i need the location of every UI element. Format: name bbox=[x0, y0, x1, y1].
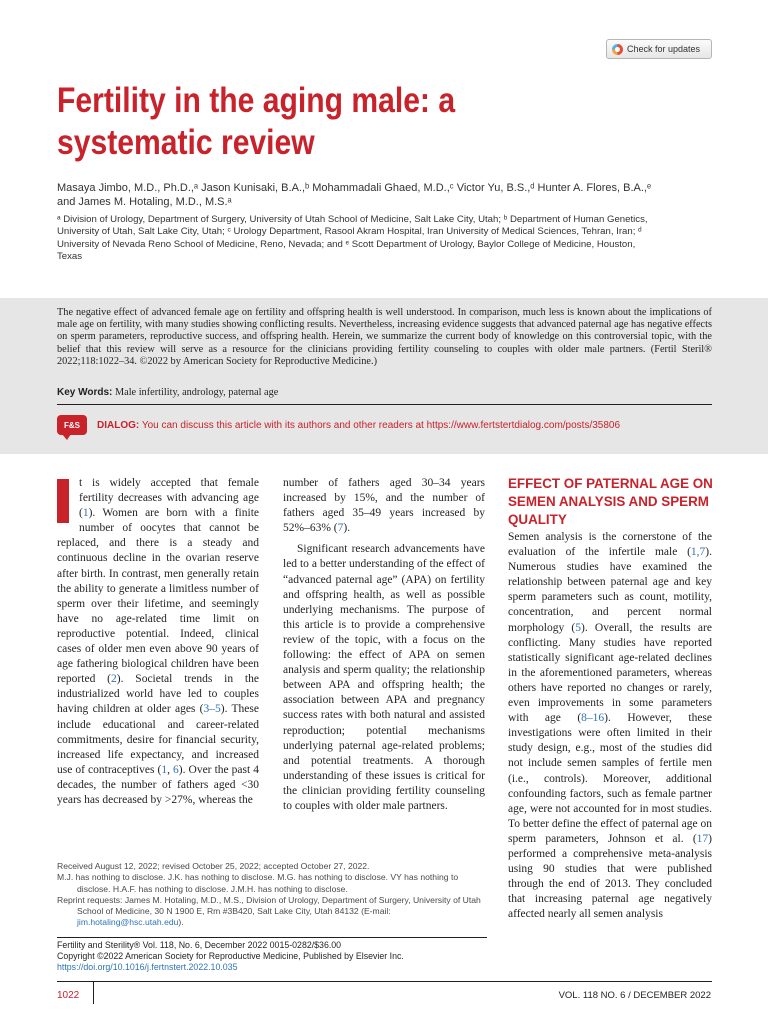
reference-link[interactable]: 8–16 bbox=[581, 712, 605, 725]
check-for-updates-label: Check for updates bbox=[627, 44, 701, 54]
reference-link[interactable]: 6 bbox=[173, 763, 179, 776]
paragraph: number of fathers aged 30–34 years increased by 15%, and the number of fathers aged 35–49 years increased by 52%–63% (7). bbox=[283, 477, 485, 535]
body-column-2 bbox=[283, 476, 485, 814]
article-title: Fertility in the aging male: a systematic review bbox=[57, 81, 456, 162]
doi-link[interactable]: https://doi.org/10.1016/j.fertnstert.2022.10.035 bbox=[57, 962, 238, 972]
keywords bbox=[57, 387, 712, 399]
reference-link[interactable]: 1 bbox=[82, 507, 89, 520]
reference-link[interactable]: 1 bbox=[161, 763, 168, 776]
dialog-link[interactable] bbox=[97, 420, 620, 431]
speech-bubble-icon: F&S bbox=[57, 415, 87, 435]
page-number: 1022 bbox=[57, 990, 80, 1001]
reference-link[interactable]: 3–5 bbox=[203, 703, 221, 716]
divider bbox=[57, 404, 712, 405]
intro-paragraph: t is widely accepted that female fertility decreases with advancing age (1). Women are born with a finite number of oocytes that cannot be replaced, and there is a steady and continuous decline in the ovarian reserve after birth. In contrast, men generally retain the ability to generate a limitless number of sperm over their lifetime, and seemingly have no age-related time limit on reproductive potential. Indeed, clinical cases of older men even above 90 years of age fathering biological children have been reported (2). Societal trends in the industrialized world have led to couples having children at older ages (3–5). These include educational and career-related commitments, desire for financial security, increased life expectancy, and increased use of contraceptives (1, 6). Over the past 4 decades, the number of fathers aged <30 years has decreased by >27%, whereas the bbox=[57, 477, 260, 806]
copyright: Copyright ©2022 American Society for Reproductive Medicine, Published by Elsevier Inc. bbox=[57, 951, 404, 961]
reference-link[interactable]: 17 bbox=[696, 832, 709, 845]
divider bbox=[57, 937, 487, 938]
reference-link[interactable]: 5 bbox=[575, 621, 581, 634]
drop-cap-i bbox=[57, 479, 69, 523]
dialog-banner[interactable] bbox=[57, 414, 712, 436]
author-list: Masaya Jimbo, M.D., Ph.D.,ᵃ Jason Kunisaki, B.A.,ᵇ Mohammadali Ghaed, M.D.,ᶜ Victor Yu, B.S.,ᵈ Hunter A. Flores, B.A.,ᵉ and James M. Hotaling, M.D., M.S.ᵃ bbox=[57, 182, 652, 208]
abstract-text: The negative effect of advanced female age on fertility and offspring health is well understood. In comparison, much less is known about the implications of male age on fertility, with many studies showing conflicting results. Nevertheless, increasing evidence suggests that advanced paternal age has negative effects on sperm parameters, reproductive success, and offspring health. Herein, we summarize the current body of knowledge on this controversial topic, with the belief that this review will serve as a resource for the clinicians providing fertility counseling to couples with older male partners. (Fertil Steril® 2022;118:1022–34. ©2022 by American Society for Reproductive Medicine.) bbox=[57, 307, 712, 367]
check-for-updates-button[interactable] bbox=[606, 39, 712, 59]
affiliations: ᵃ Division of Urology, Department of Surgery, University of Utah School of Medicine, Salt Lake City, Utah; ᵇ Department of Human Genetics, University of Utah, Salt Lake City, Utah; ᶜ Urology Department, Rasool Akram Hospital, Iran University of Medical Sciences, Tehran, Iran; ᵈ University of Nevada Reno School of Medicine, Reno, Nevada; and ᵉ Scott Department of Urology, Baylor College of Medicine, Houston, Texas bbox=[57, 214, 648, 262]
reference-link[interactable]: 7 bbox=[337, 522, 344, 535]
divider bbox=[57, 981, 712, 982]
body-column-1 bbox=[57, 476, 259, 808]
paragraph: Significant research advancements have led to a better understanding of the effect of “advanced paternal age” (APA) on fertility and offspring health, as well as possible underlying mechanisms. The purpose of this article is to provide a comprehensive review of the topic, with a focus on the following: the effect of APA on semen analysis and sperm quality; the relationship between APA and offspring health; the association between APA and pregnancy success rates with both natural and assisted reproduction; potential mechanisms underlying paternal age-related problems; and potential treatments. A thorough understanding of these issues is critical for the clinician providing fertility counseling to couples with older male partners. bbox=[283, 543, 485, 812]
email-link[interactable]: jim.hotaling@hsc.utah.edu bbox=[77, 917, 179, 928]
journal-info bbox=[57, 940, 487, 973]
divider bbox=[93, 982, 94, 1004]
crossmark-icon bbox=[612, 44, 623, 55]
received-dates: Received August 12, 2022; revised October 25, 2022; accepted October 27, 2022. bbox=[57, 861, 370, 871]
footnotes bbox=[57, 861, 487, 929]
body-column-3 bbox=[508, 530, 712, 922]
reference-link[interactable]: 1,7 bbox=[690, 546, 706, 559]
reference-link[interactable]: 2 bbox=[111, 673, 117, 686]
volume-info: VOL. 118 NO. 6 / DECEMBER 2022 bbox=[558, 990, 711, 1001]
journal-citation: Fertility and Sterility® Vol. 118, No. 6, December 2022 0015-0282/$36.00 bbox=[57, 940, 342, 950]
section-heading: EFFECT OF PATERNAL AGE ON SEMEN ANALYSIS AND SPERM QUALITY bbox=[508, 476, 713, 527]
keywords-label: Key Words: bbox=[57, 387, 113, 398]
dialog-text: You can discuss this article with its authors and other readers at https://www.fertstertdialog.com/posts/35806 bbox=[141, 419, 621, 431]
reprint-requests: Reprint requests: James M. Hotaling, M.D., M.S., Division of Urology, Department of Surgery, University of Utah School of Medicine, 30 N 1900 E, Rm #3B420, Salt Lake City, Utah 84132 (E-mail: jim.hotaling@hsc.utah.edu). bbox=[57, 894, 481, 928]
disclosures: M.J. has nothing to disclose. J.K. has nothing to disclose. M.G. has nothing to disclose. VY has nothing to disclose. H.A.F. has nothing to disclose. J.M.H. has nothing to disclose. bbox=[57, 872, 459, 894]
paragraph: Semen analysis is the cornerstone of the evaluation of the infertile male (1,7). Numerous studies have examined the relationship between paternal age and key sperm parameters such as count, motility, concentration, and percent normal morphology (5). Overall, the results are conflicting. Many studies have reported statistically significant age-related declines in the aforementioned parameters, whereas others have reported no changes or rarely, even improvements in some parameters with age (8–16). However, these investigations were often limited in their study design, e.g., most of the studies did not include semen samples of fertile men (i.e., controls). Moreover, additional confounding factors, such as female partner age, were not accounted for in most studies. To better define the effect of paternal age on sperm parameters, Johnson et al. (17) performed a comprehensive meta-analysis using 90 studies that were published through the end of 2013. They concluded that increasing paternal age negatively affected nearly all semen analysis bbox=[508, 531, 712, 921]
dialog-label: DIALOG: bbox=[97, 419, 140, 431]
keywords-text: Male infertility, andrology, paternal age bbox=[114, 387, 279, 398]
